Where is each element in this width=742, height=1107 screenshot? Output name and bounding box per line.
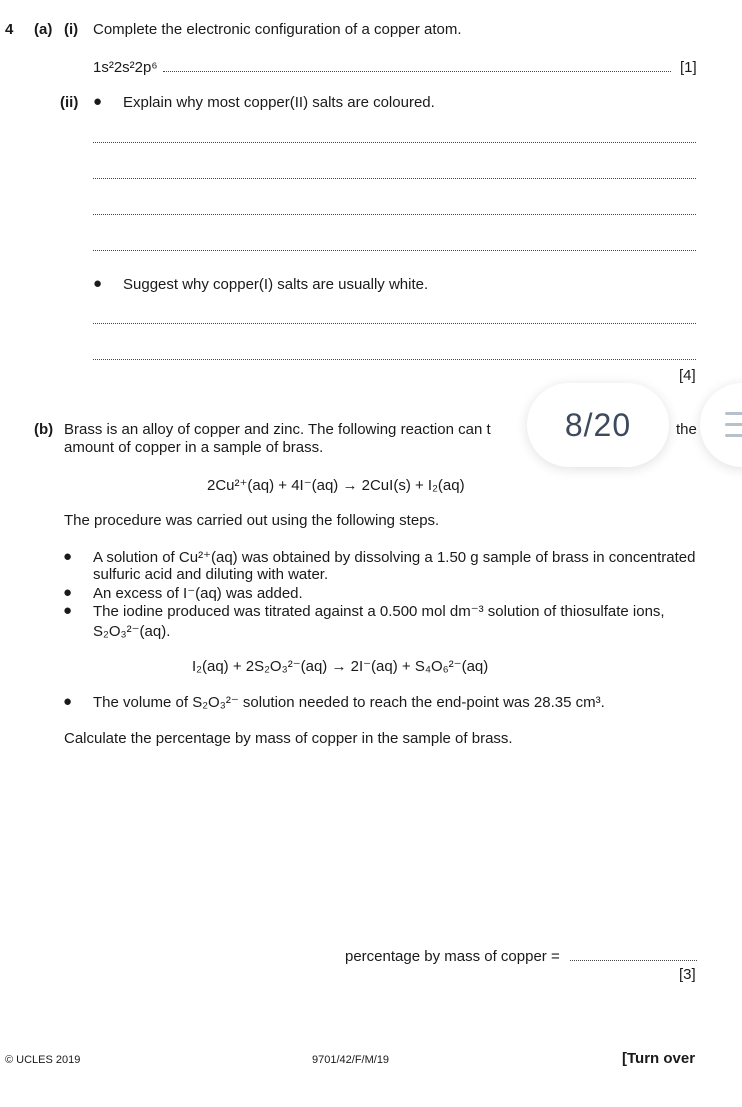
step-2: An excess of I⁻(aq) was added. [93, 585, 303, 602]
question-number: 4 [5, 21, 14, 38]
part-a-label: (a) [34, 21, 53, 38]
bullet-icon: ● [93, 275, 103, 292]
bullet-icon: ● [93, 93, 103, 110]
part-b-intro-line2: amount of copper in a sample of brass. [64, 439, 324, 456]
bullet-icon: ● [63, 548, 73, 565]
answer-line-percentage[interactable] [570, 960, 697, 961]
page-indicator[interactable] [527, 383, 669, 467]
page-indicator-text: 8/20 [564, 406, 632, 443]
step-3-line2: S₂O₃²⁻(aq). [93, 623, 171, 640]
answer-label: percentage by mass of copper = [345, 948, 560, 965]
part-b-label: (b) [34, 421, 54, 438]
step-1-line2: sulfuric acid and diluting with water. [93, 566, 329, 583]
config-prefix: 1s²2s²2p⁶ [93, 59, 158, 76]
answer-line-ii-5[interactable] [93, 323, 696, 324]
answer-line-config[interactable] [163, 71, 671, 72]
task-prompt: Calculate the percentage by mass of copper in the sample of brass. [64, 730, 513, 747]
answer-line-ii-3[interactable] [93, 214, 696, 215]
bullet-icon: ● [63, 584, 73, 601]
subpart-ii-bullet2: Suggest why copper(I) salts are usually white. [123, 276, 429, 293]
footer-code: 9701/42/F/M/19 [312, 1054, 390, 1066]
marks-b: [3] [679, 966, 696, 983]
subpart-ii-bullet1: Explain why most copper(II) salts are coloured. [123, 94, 435, 111]
answer-line-ii-4[interactable] [93, 250, 696, 251]
part-b-intro-line1: Brass is an alloy of copper and zinc. The following reaction can t [64, 421, 491, 438]
step-3-line1: The iodine produced was titrated against a 0.500 mol dm⁻³ solution of thiosulfate ions, [93, 603, 665, 620]
procedure-intro: The procedure was carried out using the following steps. [64, 512, 440, 529]
bullet-icon: ● [63, 602, 73, 619]
marks-ii: [4] [679, 367, 696, 384]
answer-line-ii-6[interactable] [93, 359, 696, 360]
footer-copyright: © UCLES 2019 [5, 1054, 81, 1066]
answer-line-ii-2[interactable] [93, 178, 696, 179]
bullet-icon: ● [63, 693, 73, 710]
step-4: The volume of S₂O₃²⁻ solution needed to reach the end-point was 28.35 cm³. [93, 694, 605, 711]
footer-turn-over: [Turn over [622, 1050, 696, 1067]
equation-2: I₂(aq) + 2S₂O₃²⁻(aq) → 2I⁻(aq) + S₄O₆²⁻(aq) [192, 658, 489, 675]
step-1-line1: A solution of Cu²⁺(aq) was obtained by dissolving a 1.50 g sample of brass in concentrated [93, 549, 696, 566]
subpart-ii-label: (ii) [60, 94, 79, 111]
answer-line-ii-1[interactable] [93, 142, 696, 143]
equation-1: 2Cu²⁺(aq) + 4I⁻(aq) → 2CuI(s) + I₂(aq) [207, 477, 465, 494]
marks-i: [1] [680, 59, 697, 76]
subpart-i-label: (i) [64, 21, 79, 38]
subpart-i-prompt: Complete the electronic configuration of a copper atom. [93, 21, 462, 38]
menu-button[interactable] [700, 383, 742, 467]
part-b-intro-line1-end: the [676, 421, 697, 438]
